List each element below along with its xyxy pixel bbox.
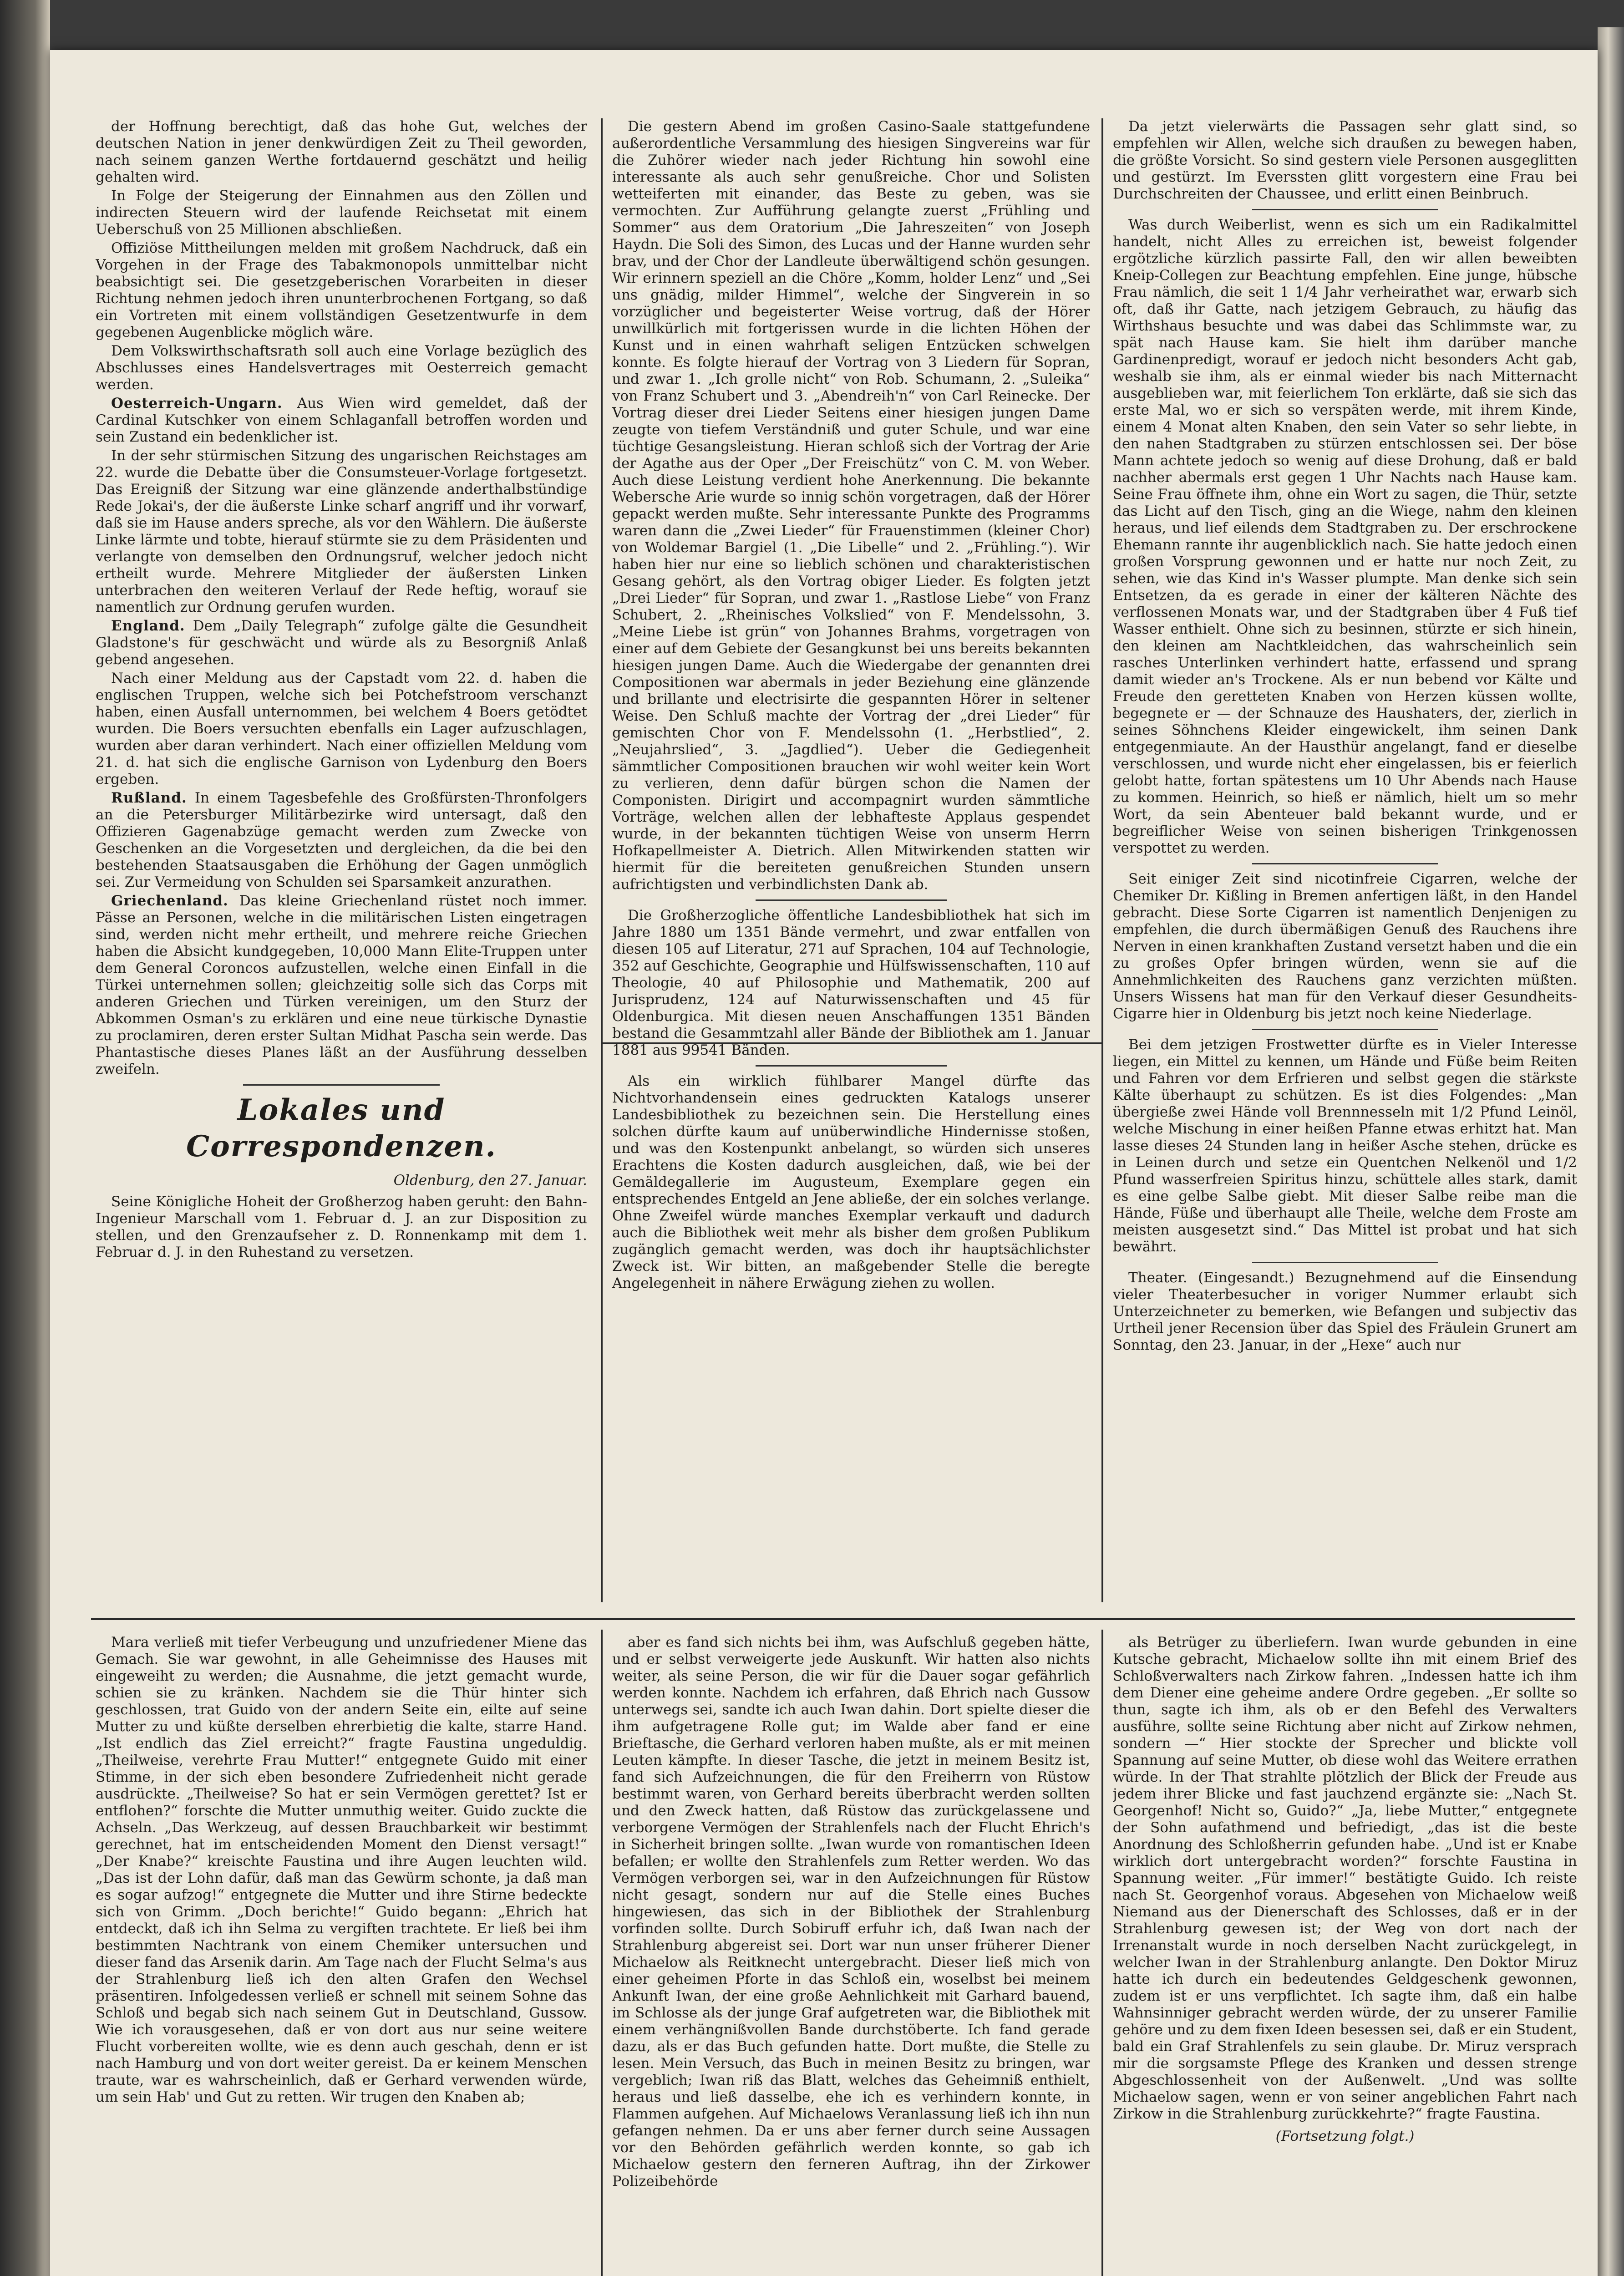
paragraph: Nach einer Meldung aus der Capstadt vom 22. d. haben die englischen Truppen, welche sich bei Potchefstroom verschanzt haben, einen Ausfall unternommen, bei welchem 4 Boers getödtet wurden. Die Boers versuchten ebenfalls ein Lager aufzuschlagen, wurden aber daran verhindert. Nach einer offiziellen Meldung vom 21. d. hat sich die englische Garnison von Lydenburg den Boers ergeben. bbox=[96, 670, 587, 787]
column-rule-2 bbox=[1101, 118, 1103, 1602]
paragraph: Seine Königliche Hoheit der Großherzog haben geruht: den Bahn-Ingenieur Marschall vom 1. Februar d. J. an zur Disposition zu stellen, und den Grenzaufseher z. D. Ronnenkamp mit dem 1. Februar d. J. in den Ruhestand zu versetzen. bbox=[96, 1194, 587, 1260]
paragraph: Was durch Weiberlist, wenn es sich um ein Radikalmittel handelt, nicht Alles zu erreichen ist, beweist folgender ergötzliche kürzlich passirte Fall, den wir allen beweibten Kneip-Collegen zur Beachtung empfehlen. Eine junge, hübsche Frau nämlich, die seit 1 1/4 Jahr verheirathet war, erwarb sich oft, daß ihr Gatte, nach jetzigem Gebrauch, zu häufig das Wirthshaus besuchte und was dabei das Schlimmste war, zu spät nach Hause kam. Sie hielt ihm darüber manche Gardinenpredigt, worauf er jedoch nicht besonders Acht gab, weshalb sie ihm, als er einmal wieder bis nach Mitternacht ausgeblieben war, mit feierlichem Ton erklärte, daß sie sich das erste Mal, wo er sich so verspäten werde, mit ihrem Kinde, einem 4 Monat alten Knaben, den sein Vater so sehr liebte, in den nahen Stadtgraben zu stürzen entschlossen sei. Der böse Mann achtete jedoch so wenig auf diese Drohung, daß er bald nachher abermals erst gegen 1 Uhr Nachts nach Hause kam. Seine Frau öffnete ihm, ohne ein Wort zu sagen, die Thür, setzte das Licht auf den Tisch, ging an die Wiege, nahm den kleinen heraus, und lief eilends dem Stadtgraben zu. Der erschrockene Ehemann rannte ihr augenblicklich nach. Sie hatte jedoch einen großen Vorsprung gewonnen und er hatte nur noch Zeit, zu sehen, wie das Kind in's Wasser plumpte. Man denke sich sein Entsetzen, da es gerade in einer der kälteren Nächte des verflossenen Monats war, und der Stadtgraben über 4 Fuß tief Wasser enthielt. Ohne sich zu besinnen, stürzte er sich hinein, den kleinen am Nachtkleidchen, das wahrscheinlich sein rasches Unterlinken verhindert hatte, erfassend und sprang damit wieder an's Trockene. Als er nun bebend vor Kälte und Freude den geretteten Knaben von Herzen küssen wollte, begegnete er — der Schnauze des Haushaters, der, zierlich in seines Söhnchens Kleider eingewickelt, ihm seinen Dank entgegenmiaute. An der Hausthür angelangt, fand er dieselbe verschlossen, und wurde nicht eher eingelassen, bis er feierlich gelobt hatte, fortan spätestens um 10 Uhr Abends nach Hause zu kommen. Heinrich, so hieß er nämlich, hielt um so mehr Wort, da sein Abenteuer bald bekannt wurde, und er begreiflicher Weise von seinen bisherigen Trinkgenossen verspottet zu werden. bbox=[1113, 217, 1577, 856]
column-local-news bbox=[612, 118, 1090, 1607]
news-body: In einem Tagesbefehle des Großfürsten-Thronfolgers an die Petersburger Militärbezirke wird untersagt, daß den Offizieren Gagenabzüge gemacht werden zum Zwecke von Geschenken an die Vorgesetzten und dergleichen, da die bei den bestehenden Staatsausgaben die Erhöhung der Gagen unmöglich sei. Zur Vermeidung von Schulden sei Sparsamkeit anzurathen. bbox=[96, 790, 587, 890]
feuilleton-column-3 bbox=[1113, 1634, 1577, 2276]
separator bbox=[1252, 1029, 1438, 1030]
section-heading: Griechenland. bbox=[111, 893, 228, 909]
separator bbox=[1252, 1262, 1438, 1263]
feuilleton-column-1 bbox=[96, 1634, 587, 2276]
scan-edge-left bbox=[0, 0, 50, 2276]
paragraph: Theater. (Eingesandt.) Bezugnehmend auf die Einsendung vieler Theaterbesucher in voriger Nummer erlaubt sich Unterzeichneter zu bemerken, wie Befangen und subjectiv das Urtheil jener Recension über das Spiel des Fräulein Grunert am Sonntag, den 23. Januar, in der „Hexe“ auch nur bbox=[1113, 1270, 1577, 1353]
paragraph: Dem Volkswirthschaftsrath soll auch eine Vorlage bezüglich des Abschlusses eines Handelsvertrages mit Oesterreich gemacht werden. bbox=[96, 343, 587, 393]
paragraph: Mara verließ mit tiefer Verbeugung und unzufriedener Miene das Gemach. Sie war gewohnt, in alle Geheimnisse des Hauses mit eingeweiht zu werden; die Ausnahme, die jetzt gemacht wurde, schien sie zu kränken. Nachdem sie die Thür hinter sich geschlossen, trat Guido von der andern Seite ein, eilte auf seine Mutter zu und küßte derselben ehrerbietig die kalte, starre Hand. „Ist endlich das Ziel erreicht?“ fragte Faustina ungeduldig. „Theilweise, verehrte Frau Mutter!“ entgegnete Guido mit einer Stimme, in der sich eben besondere Zufriedenheit nicht gerade ausdrückte. „Theilweise? So hat er sein Vermögen gerettet? Ist er entflohen?“ forschte die Mutter unmuthig weiter. Guido zuckte die Achseln. „Das Werkzeug, auf dessen Brauchbarkeit wir bestimmt gerechnet, hat im entscheidenden Moment den Dienst versagt!“ „Der Knabe?“ kreischte Faustina und ihre Augen leuchten wild. „Das ist der Lohn dafür, daß man das Gewürm schonte, ja daß man es sogar aufzog!“ entgegnete die Mutter und ihre Stirne bedeckte sich von Grimm. „Doch berichte!“ Guido begann: „Ehrich hat entdeckt, daß ich ihn Selma zu vergiften trachtete. Er ließ bei ihm bestimmten Nachtrank von einem Chemiker untersuchen und dieser fand das Arsenik darin. Am Tage nach der Flucht Selma's aus der Strahlenburg ließ ich den alten Grafen den Wechsel präsentiren. Infolgedessen verließ er schnell mit seinem Sohne das Schloß und begab sich nach seinem Gut in Deutschland, Gussow. Wie ich vorausgesehen, daß er von dort aus nur seine weitere Flucht vorbereiten wollte, wie es denn auch geschah, denn er ist nach Hamburg und von dort weiter gereist. Da er keinem Menschen traute, war es wahrscheinlich, daß er Gerhard verwenden würde, um sein Hab' und Gut zu retten. Wir trugen den Knaben ab; bbox=[96, 1634, 587, 2105]
separator bbox=[1252, 863, 1438, 864]
column-politics bbox=[96, 118, 587, 1607]
column-rule-3 bbox=[601, 1630, 603, 2276]
paragraph: Bei dem jetzigen Frostwetter dürfte es in Vieler Interesse liegen, ein Mittel zu kennen, um Hände und Füße beim Reiten und Fahren vor dem Erfrieren und selbst gegen die stärkste Kälte überhaupt zu schützen. Es ist dies Folgendes: „Man übergieße zwei Hände voll Brennnesseln mit 1/2 Pfund Leinöl, welche Mischung in einer heißen Pfanne etwas erhitzt hat. Man lasse dieses 24 Stunden lang in heißer Asche stehen, drücke es in Leinen durch und setze ein Quentchen Nelkenöl und 1/2 Pfund wasserfreien Spiritus hinzu, schüttele alles stark, damit es eine gelbe Salbe giebt. Mit dieser Salbe reibe man die Hände, Füße und überhaupt alle Theile, welche dem Froste am meisten ausgesetzt sind.“ Das Mittel ist probat und hat sich bewährt. bbox=[1113, 1036, 1577, 1255]
paragraph: Die Großherzogliche öffentliche Landesbibliothek hat sich im Jahre 1880 um 1351 Bände vermehrt, und zwar entfallen von diesen 105 auf Literatur, 271 auf Sprachen, 104 auf Technologie, 352 auf Geschichte, Geographie und Hülfswissenschaften, 110 auf Theologie, 40 auf Philosophie und Mathematik, 200 auf Jurisprudenz, 124 auf Naturwissenschaften und 45 für Oldenburgica. Mit diesen neuen Anschaffungen 1351 Bänden bestand die Gesammtzahl aller Bände der Bibliothek am 1. Januar 1881 aus 99541 Bänden. bbox=[612, 907, 1090, 1058]
column-rule-4 bbox=[1101, 1630, 1103, 2276]
news-body: Aus Wien wird gemeldet, daß der Cardinal Kutschker von einem Schlaganfall betroffen worden und sein Zustand ein bedenklicher ist. bbox=[96, 395, 587, 445]
paragraph: aber es fand sich nichts bei ihm, was Aufschluß gegeben hätte, und er selbst verweigerte jede Auskunft. Wir hatten also nichts weiter, als seine Person, die wir für die Dauer sogar gefährlich werden konnte. Nachdem ich erfahren, daß Ehrich nach Gussow unterwegs sei, sandte ich auch Iwan dahin. Dort spielte dieser die ihm aufgetragene Rolle gut; im Walde aber fand er eine Brieftasche, die Gerhard verloren haben mußte, als er mit meinen Leuten kämpfte. In dieser Tasche, die jetzt in meinem Besitz ist, fand sich Aufzeichnungen, die für den Freiherrn von Rüstow bestimmt waren, von Gerhard bereits überbracht werden sollten und den Zweck hatten, daß Rüstow das zurückgelassene und verborgene Vermögen der Strahlenfels nach der Flucht Ehrich's in Sicherheit bringen sollte. „Iwan wurde von romantischen Ideen befallen; er wollte den Strahlenfels zum Retter werden. Wo das Vermögen verborgen sei, war in den Aufzeichnungen für Rüstow nicht gesagt, sondern nur auf die Stelle eines Buches hingewiesen, das sich in der Bibliothek der Strahlenburg vorfinden sollte. Durch Sobiruff erfuhr ich, daß Iwan nach der Strahlenburg abgereist sei. Dort war nun unser früherer Diener Michaelow als Reitknecht untergebracht. Dieser ließ mich von einer geheimen Pforte in das Schloß ein, woselbst bei meinem Ankunft Iwan, der eine große Aehnlichkeit mit Garhard bauend, im Schlosse als der junge Graf aufgetreten war, die Bibliothek mit einem verhängnißvollen Bande durchstöberte. Ich fand gerade dazu, als er das Buch gefunden hatte. Dort mußte, die Stelle zu lesen. Mein Versuch, das Buch in meinen Besitz zu bringen, war vergeblich; Iwan riß das Blatt, welches das Geheimniß enthielt, heraus und ließ dasselbe, ehe ich es verhindern konnte, in Flammen aufgehen. Auf Michaelows Veranlassung ließ ich ihn nun gefangen nehmen. Da er uns aber ferner durch seine Aussagen vor den Behörden gefährlich werden konnte, so gab ich Michaelow gestern den ferneren Auftrag, ihn der Zirkower Polizeibehörde bbox=[612, 1634, 1090, 2190]
continuation-note: (Fortsetzung folgt.) bbox=[1275, 2128, 1415, 2144]
paragraph: In Folge der Steigerung der Einnahmen aus den Zöllen und indirecten Steuern wird der laufende Reichsetat mit einem Ueberschuß von 25 Millionen abschließen. bbox=[96, 188, 587, 238]
column-miscellany bbox=[1113, 118, 1577, 1607]
feuilleton-rule bbox=[91, 1618, 1575, 1620]
local-section-title: Lokales und Correspondenzen. bbox=[186, 1093, 497, 1163]
separator bbox=[243, 1084, 440, 1086]
paragraph: als Betrüger zu überliefern. Iwan wurde gebunden in eine Kutsche gebracht, Michaelow sollte ihn mit einem Brief des Schloßverwalters nach Zirkow fahren. „Indessen hatte ich ihm dem Diener eine geheime andere Ordre gegeben. „Er sollte so thun, sagte ich ihm, als ob er den Befehl des Verwalters ausführe, sollte seine Richtung aber nicht auf Zirkow nehmen, sondern —“ Hier stockte der Sprecher und blickte voll Spannung auf seine Mutter, ob diese wohl das Weitere errathen würde. In der That strahlte plötzlich der Blick der Freude aus jedem ihrer Blicke und fast jauchzend ergänzte sie: „Nach St. Georgenhof! Nicht so, Guido?“ „Ja, liebe Mutter,“ entgegnete der Sohn aufathmend und befriedigt, „das ist die beste Anordnung des Schloßherrin gefunden habe. „Und ist er Knabe wirklich dort untergebracht worden?“ forschte Faustina in Spannung weiter. „Für immer!“ bestätigte Guido. Ich reiste nach St. Georgenhof voraus. Abgesehen von Michaelow weiß Niemand aus der Dienerschaft des Schlosses, daß er in der Strahlenburg gewesen ist; der Weg von dort nach der Irrenanstalt wurde in noch derselben Nacht zurückgelegt, in welcher Iwan in der Strahlenburg anlangte. Den Doktor Miruz hatte ich durch ein bedeutendes Geldgeschenk gewonnen, zudem ist er uns verpflichtet. Ich sagte ihm, daß ein halbe Wahnsinniger gebracht werden würde, der zu unserer Familie gehöre und zu dem fixen Ideen besessen sei, daß er ein Student, bald ein Graf Strahlenfels zu sein glaube. Dr. Miruz versprach mir die sorgsamste Pflege des Kranken und dessen strenge Abgeschlossenheit von der Außenwelt. „Und was sollte Michaelow sagen, wenn er von seiner angeblichen Fahrt nach Zirkow in die Strahlenburg zurückkehrte?“ fragte Faustina. bbox=[1113, 1634, 1577, 2122]
feuilleton-column-2 bbox=[612, 1634, 1090, 2276]
paragraph: Seit einiger Zeit sind nicotinfreie Cigarren, welche der Chemiker Dr. Kißling in Bremen anfertigen läßt, in den Handel gebracht. Diese Sorte Cigarren ist namentlich Denjenigen zu empfehlen, die durch übermäßigen Genuß des Rauchens ihre Nerven in einen krankhaften Zustand versetzt haben und die ein zu großes Opfer bringen würden, wenn sie auf die Annehmlichkeiten des Rauchens ganz verzichten müßten. Unsers Wissens hat man für den Verkauf dieser Gesundheits-Cigarre hier in Oldenburg bis jetzt noch keine Niederlage. bbox=[1113, 871, 1577, 1022]
paragraph: der Hoffnung berechtigt, daß das hohe Gut, welches der deutschen Nation in jener denkwürdigen Zeit zu Theil geworden, nach seinem ganzen Werthe fortdauernd geschätzt und heilig gehalten wird. bbox=[96, 118, 587, 185]
news-item-greece bbox=[96, 893, 587, 1078]
paragraph: Offiziöse Mittheilungen melden mit großem Nachdruck, daß ein Vorgehen in der Frage des Tabakmonopols unmittelbar nicht beabsichtigt sei. Die gesetzgeberischen Vorarbeiten in dieser Richtung nehmen jedoch ihren ununterbrochenen Fortgang, so daß ein Vortreten mit einem vollständigen Gesetzentwurfe in dem gegebenen Augenblicke möglich wäre. bbox=[96, 240, 587, 340]
separator bbox=[756, 899, 947, 901]
news-item-england bbox=[96, 618, 587, 668]
news-body: Dem „Daily Telegraph“ zufolge gälte die Gesundheit Gladstone's für geschwächt und würde als zu Besorgniß Anlaß gebend angesehen. bbox=[96, 618, 587, 668]
scan-edge-right bbox=[1598, 27, 1624, 2276]
column-rule-1 bbox=[601, 118, 603, 1602]
dateline: Oldenburg, den 27. Januar. bbox=[393, 1172, 587, 1189]
paragraph: Die gestern Abend im großen Casino-Saale stattgefundene außerordentliche Versammlung des hiesigen Singvereins war für die Zuhörer wieder nach jeder Richtung hin sowohl eine interessante als auch sehr genußreiche. Chor und Solisten wetteiferten mit einander, das Beste zu geben, was sie vermochten. Zur Aufführung gelangte zuerst „Frühling und Sommer“ aus dem Oratorium „Die Jahreszeiten“ von Joseph Haydn. Die Soli des Simon, des Lucas und der Hanne wurden sehr brav, und der Chor der Landleute überwältigend schön gesungen. Wir erinnern speziell an die Chöre „Komm, holder Lenz“ und „Sei uns gnädig, milder Himmel“, welche der Singverein in so vorzüglicher und begeisterter Weise vortrug, daß der Hörer unwillkürlich mit fortgerissen wurde in die lichten Höhen der Kunst und in einen wahrhaft seligen Entzücken schwelgen konnte. Es folgte hierauf der Vortrag von 3 Liedern für Sopran, und zwar 1. „Ich grolle nicht“ von Rob. Schumann, 2. „Suleika“ von Franz Schubert und 3. „Abendreih'n“ von Carl Reinecke. Der Vortrag dieser drei Lieder Seitens einer hiesigen jungen Dame zeugte von tiefem Verständniß und guter Schule, und war eine tüchtige Gesangsleistung. Hieran schloß sich der Vortrag der Arie der Agathe aus der Oper „Der Freischütz“ von C. M. von Weber. Auch diese Leistung verdient hohe Anerkennung. Die bekannte Webersche Arie wurde so innig schön vorgetragen, daß der Hörer gepackt werden mußte. Sehr interessante Punkte des Programms waren dann die „Zwei Lieder“ für Frauenstimmen (kleiner Chor) von Woldemar Bargiel (1. „Die Libelle“ und 2. „Frühling.“). Wir haben hier nur eine so lieblich schönen und charakteristischen Gesang gehört, als den Vortrag obiger Lieder. Es folgten jetzt „Drei Lieder“ für Sopran, und zwar 1. „Rastlose Liebe“ von Franz Schubert, 2. „Rheinisches Volkslied“ von F. Mendelssohn, 3. „Meine Liebe ist grün“ von Johannes Brahms, vorgetragen von einer auf dem Gebiete der Gesangkunst bei uns bereits bekannten hiesigen jungen Dame. Auch die Wiedergabe der genannten drei Compositionen war abermals in jeder Beziehung eine glänzende und brillante und electrisirte die gespannten Hörer in seltener Weise. Den Schluß machte der Vortrag der „drei Lieder“ für gemischten Chor von F. Mendelssohn (1. „Herbstlied“, 2. „Neujahrslied“, 3. „Jagdlied“). Ueber die Gediegenheit sämmtlicher Compositionen brauchen wir wohl weiter kein Wort zu verlieren, denn dafür bürgen schon die Namen der Componisten. Dirigirt und accompagnirt wurden sämmtliche Vorträge, welchen allen der lebhafteste Applaus gespendet wurde, in der bekannten tüchtigen Weise von unserm Herrn Hofkapellmeister A. Dietrich. Allen Mitwirkenden statten wir hiermit für die bereiteten genußreichen Stunden unsern aufrichtigsten und verbindlichsten Dank ab. bbox=[612, 118, 1090, 893]
section-heading: England. bbox=[111, 618, 185, 634]
paragraph: Da jetzt vielerwärts die Passagen sehr glatt sind, so empfehlen wir Allen, welche sich draußen zu bewegen haben, die größte Vorsicht. So sind gestern viele Personen ausgeglitten und gestürzt. Im Everssten glitt vorgestern eine Frau bei Durchschreiten der Chaussee, und erlitt einen Beinbruch. bbox=[1113, 118, 1577, 202]
section-heading: Oesterreich-Ungarn. bbox=[111, 395, 283, 412]
section-heading: Rußland. bbox=[111, 790, 187, 806]
paragraph: Als ein wirklich fühlbarer Mangel dürfte das Nichtvorhandensein eines gedruckten Katalogs unserer Landesbibliothek zu bezeichnen sein. Die Herstellung eines solchen dürfte kaum auf unüberwindliche Hindernisse stoßen, und was den Kostenpunkt anbelangt, so würden sich unseres Erachtens die Kosten dadurch ausgleichen, daß, wie bei der Gemäldegallerie im Augusteum, Exemplare gegen ein entsprechendes Entgeld an Jene abließe, der ein solches verlange. Ohne Zweifel würde manches Exemplar verkauft und dadurch auch die Bibliothek weit mehr als bisher dem großen Publikum zugänglich gemacht werden, was doch ihr hauptsächlichster Zweck ist. Wir bitten, an maßgebender Stelle die beregte Angelegenheit in nähere Erwägung ziehen zu wollen. bbox=[612, 1073, 1090, 1291]
news-item-austria bbox=[96, 395, 587, 446]
news-item-russia bbox=[96, 790, 587, 891]
news-body: Das kleine Griechenland rüstet noch immer. Pässe an Personen, welche in die militärischen Listen eingetragen sind, werden nicht mehr ertheilt, und mehrere reiche Griechen haben die Absicht kundgegeben, 10,000 Mann Elite-Truppen unter dem General Coroncos aufzustellen, welche einen Einfall in die Türkei unternehmen sollen; gleichzeitig solle sich das Corps mit anderen Griechen und Türken vereinigen, um den Sturz der Abkommen Osman's zu erklären und eine neue türkische Dynastie zu proclamiren, deren erster Sultan Midhat Pascha sein werde. Das Phantastische dieses Planes läßt an der Ausführung desselben zweifeln. bbox=[96, 893, 587, 1077]
separator bbox=[1252, 209, 1438, 210]
paragraph: In der sehr stürmischen Sitzung des ungarischen Reichstages am 22. wurde die Debatte über die Consumsteuer-Vorlage fortgesetzt. Das Ereigniß der Sitzung war eine glänzende anderthalbstündige Rede Jokai's, der die äußerste Linke scharf angriff und ihr vorwarf, daß sie im Hause anders spreche, als vor den Wählern. Die äußerste Linke lärmte und tobte, hierauf stürmte sie zu dem Präsidenten und verlangte von demselben den Ordnungsruf, welcher jedoch nicht ertheilt wurde. Mehrere Mitglieder der äußersten Linken unterbrachen den weiteren Verlauf der Rede heftig, worauf sie namentlich zur Ordnung gerufen wurden. bbox=[96, 447, 587, 615]
separator bbox=[756, 1065, 947, 1067]
newspaper-page bbox=[50, 50, 1598, 2276]
